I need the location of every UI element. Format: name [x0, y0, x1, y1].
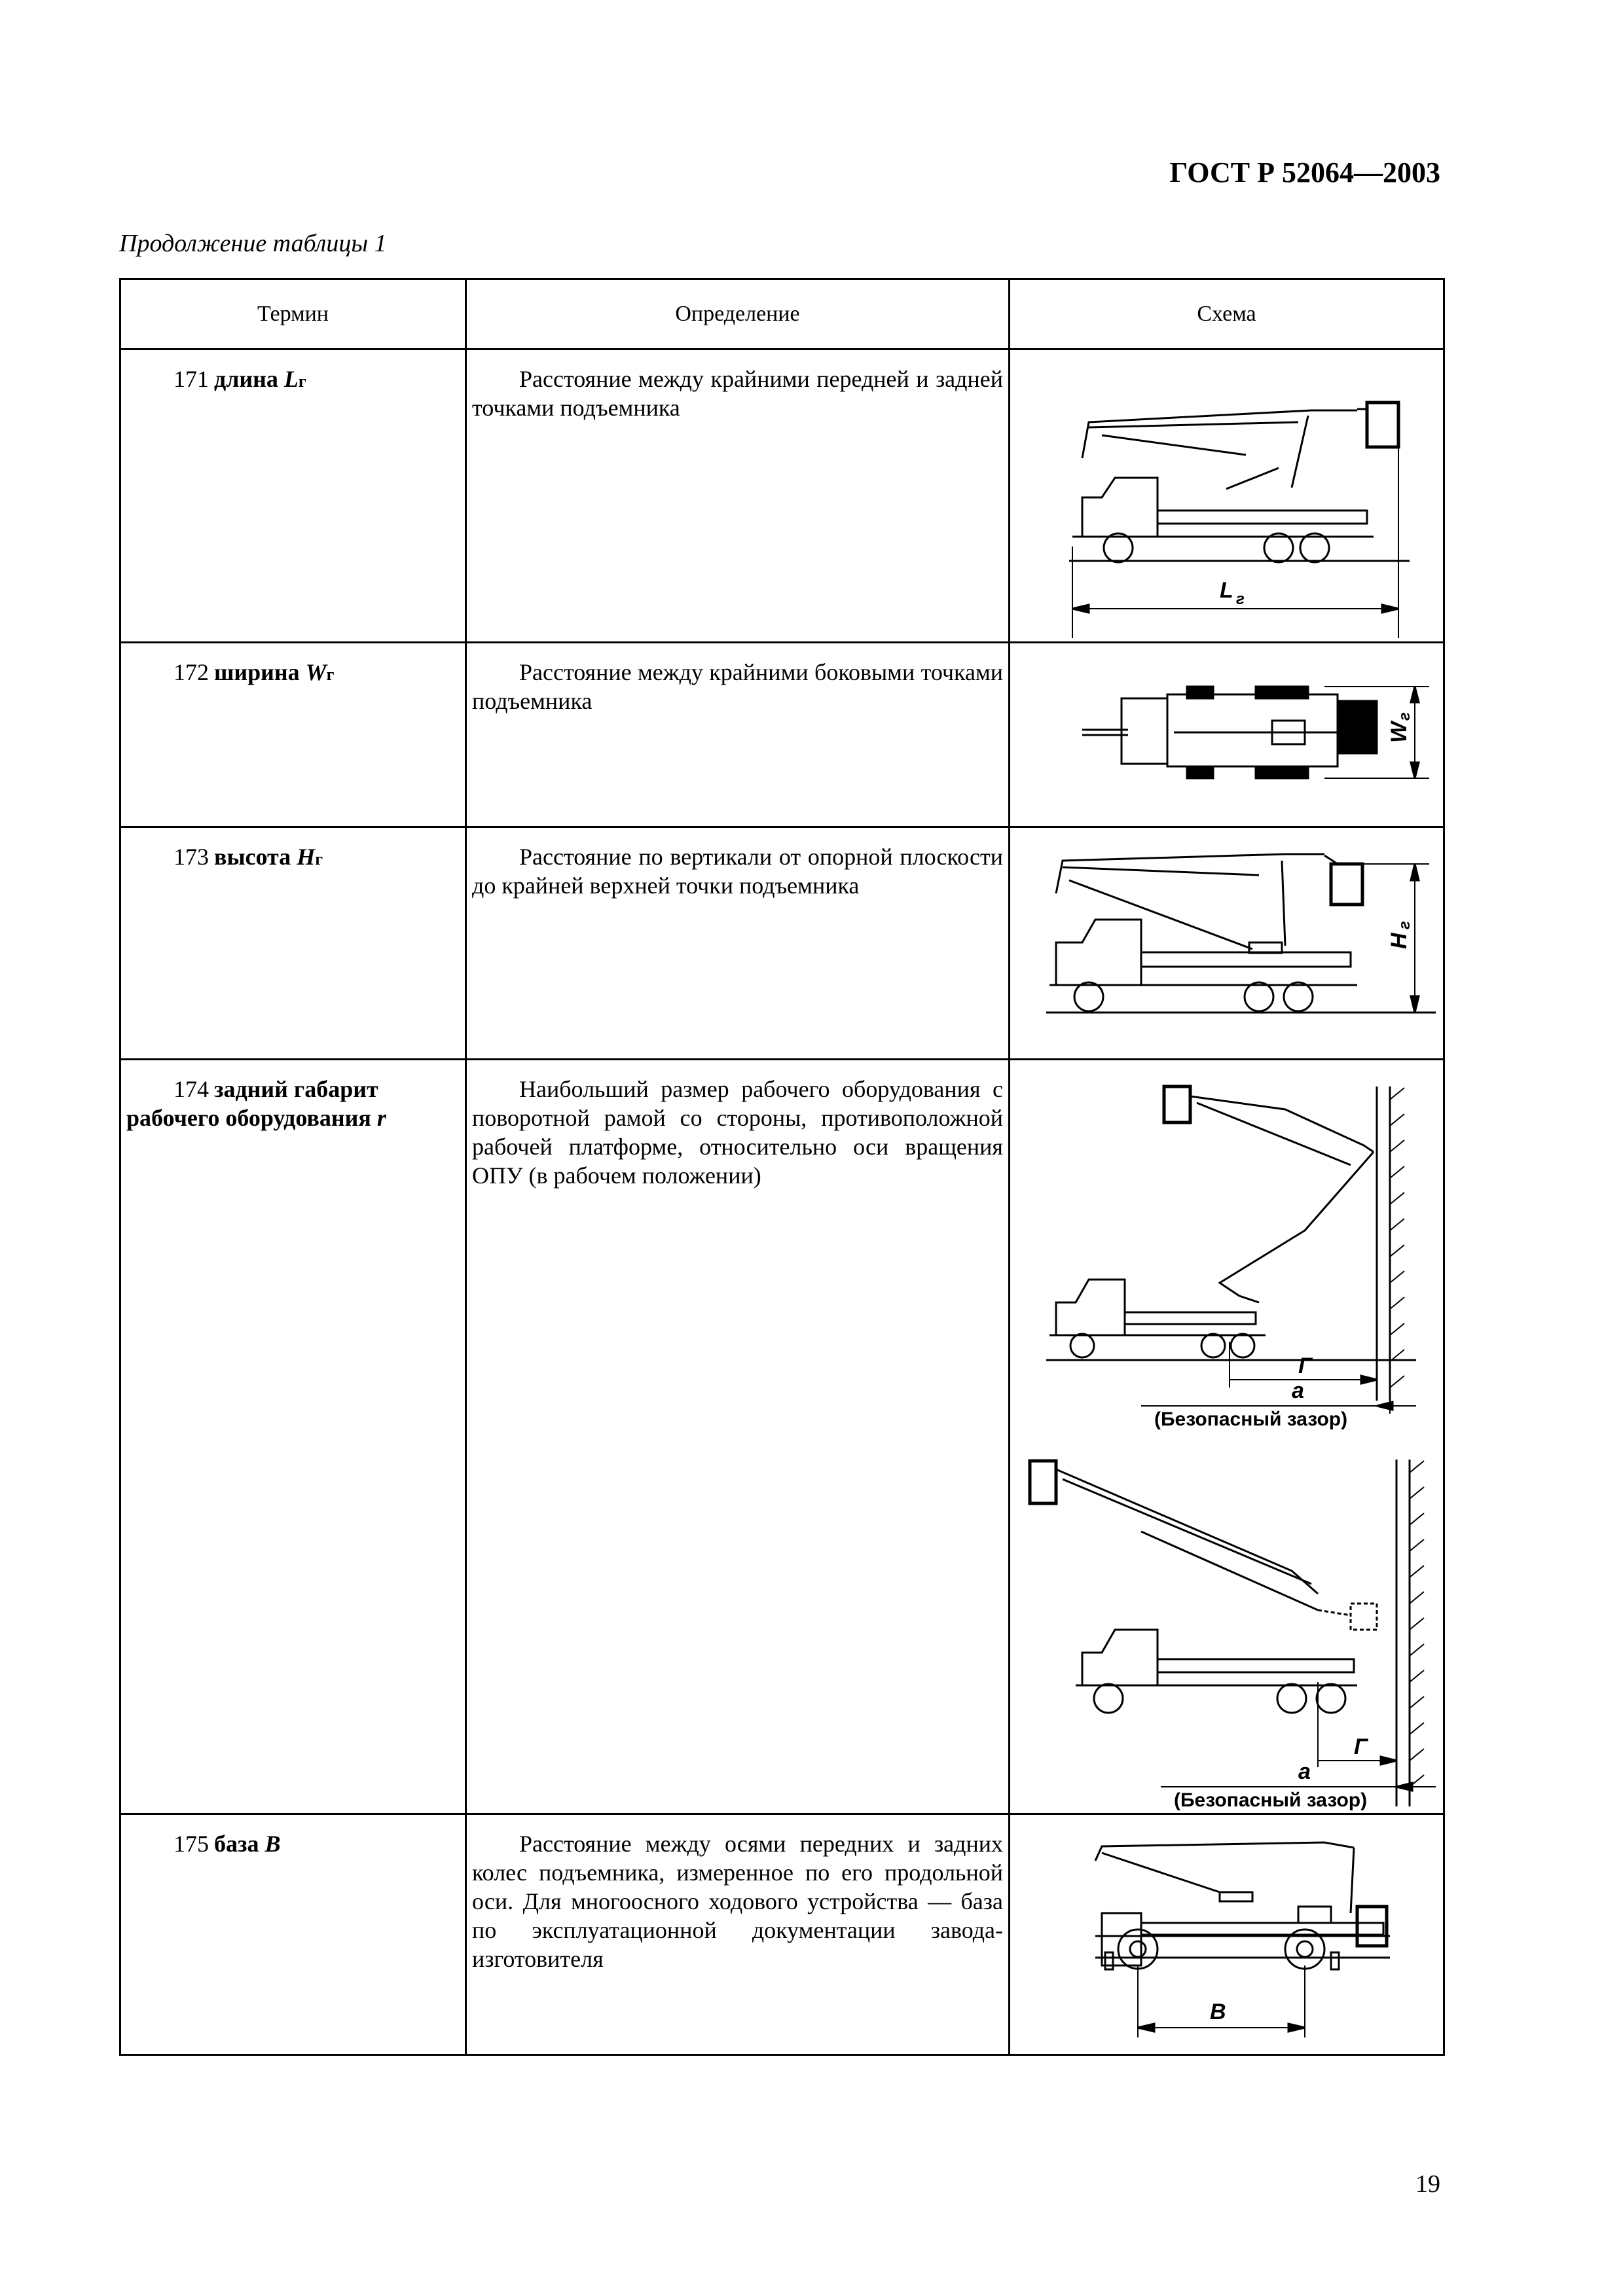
standard-header: ГОСТ Р 52064—2003 [1169, 156, 1440, 188]
term-name: задний габарит рабочего оборудования [126, 1076, 378, 1131]
definition-cell: Наибольший размер рабочего оборудования с поворотной рамой со стороны, противоположной рабочей платформе, относительно оси вращения ОПУ (в рабочем положении) [466, 1060, 1010, 1814]
column-header-definition: Определение [466, 279, 1010, 350]
term-cell [120, 827, 466, 1060]
term-number: 171 [173, 366, 209, 392]
dimension-subscript: г [1236, 590, 1245, 608]
table-row [120, 1060, 1444, 1814]
scheme-cell [1010, 350, 1444, 643]
table-row [120, 827, 1444, 1060]
safe-gap-label: (Безопасный зазор) [1174, 1789, 1368, 1810]
dimension-label: L [1220, 578, 1233, 603]
term-symbol: r [376, 1105, 386, 1131]
table-caption: Продолжение таблицы 1 [119, 230, 387, 257]
dimension-label: W [1387, 721, 1412, 743]
definition-cell: Расстояние между крайними передней и задней точками подъемника [466, 350, 1010, 643]
dimension-subscript: г [1396, 712, 1413, 721]
term-subscript: г [326, 665, 335, 684]
wheelbase-label: B [1210, 2000, 1226, 2024]
term-symbol: W [305, 659, 327, 685]
term-symbol: B [264, 1831, 281, 1857]
term-subscript: г [315, 850, 323, 869]
rear-clearance-label: Г [1298, 1354, 1312, 1378]
definition-cell: Расстояние по вертикали от опорной плоскости до крайней верхней точки подъемника [466, 827, 1010, 1060]
definition-cell: Расстояние между осями передних и задних колес подъемника, измеренное по его продольной оси. Для многоосного ходового устройства — база по эксплуатационной документации завода-изготовителя [466, 1814, 1010, 2055]
safe-gap-symbol: a [1298, 1759, 1311, 1784]
dimension-subscript: г [1396, 921, 1413, 929]
term-name: длина [214, 366, 278, 392]
rear-clearance-diagram [1010, 1060, 1445, 1810]
term-name: база [214, 1831, 259, 1857]
term-cell [120, 643, 466, 827]
term-number: 173 [173, 844, 209, 870]
scheme-cell [1010, 1060, 1444, 1814]
safe-gap-symbol: a [1292, 1378, 1304, 1403]
column-header-scheme: Схема [1010, 279, 1444, 350]
term-name: ширина [214, 659, 300, 685]
lift-height-diagram [1010, 828, 1445, 1056]
scheme-cell [1010, 643, 1444, 827]
table-row [120, 350, 1444, 643]
term-symbol: L [283, 366, 299, 392]
term-cell [120, 1060, 466, 1814]
terms-table [119, 278, 1445, 2056]
term-symbol: H [297, 844, 316, 870]
definition-cell: Расстояние между крайними боковыми точками подъемника [466, 643, 1010, 827]
table-row [120, 643, 1444, 827]
term-cell [120, 1814, 466, 2055]
column-header-term: Термин [120, 279, 466, 350]
term-number: 175 [173, 1831, 209, 1857]
dimension-label: H [1387, 933, 1412, 949]
rear-clearance-label: Г [1354, 1734, 1368, 1759]
scheme-cell [1010, 1814, 1444, 2055]
page-number: 19 [1415, 2170, 1440, 2198]
lift-length-diagram [1010, 350, 1445, 638]
scheme-cell [1010, 827, 1444, 1060]
table-header-row [120, 279, 1444, 350]
term-name: высота [214, 844, 291, 870]
term-number: 174 [173, 1076, 209, 1102]
term-number: 172 [173, 659, 209, 685]
lift-width-diagram [1010, 643, 1445, 824]
term-cell [120, 350, 466, 643]
wheelbase-diagram [1010, 1815, 1445, 2052]
safe-gap-label: (Безопасный зазор) [1154, 1408, 1348, 1430]
table-row [120, 1814, 1444, 2055]
term-subscript: г [298, 372, 306, 391]
